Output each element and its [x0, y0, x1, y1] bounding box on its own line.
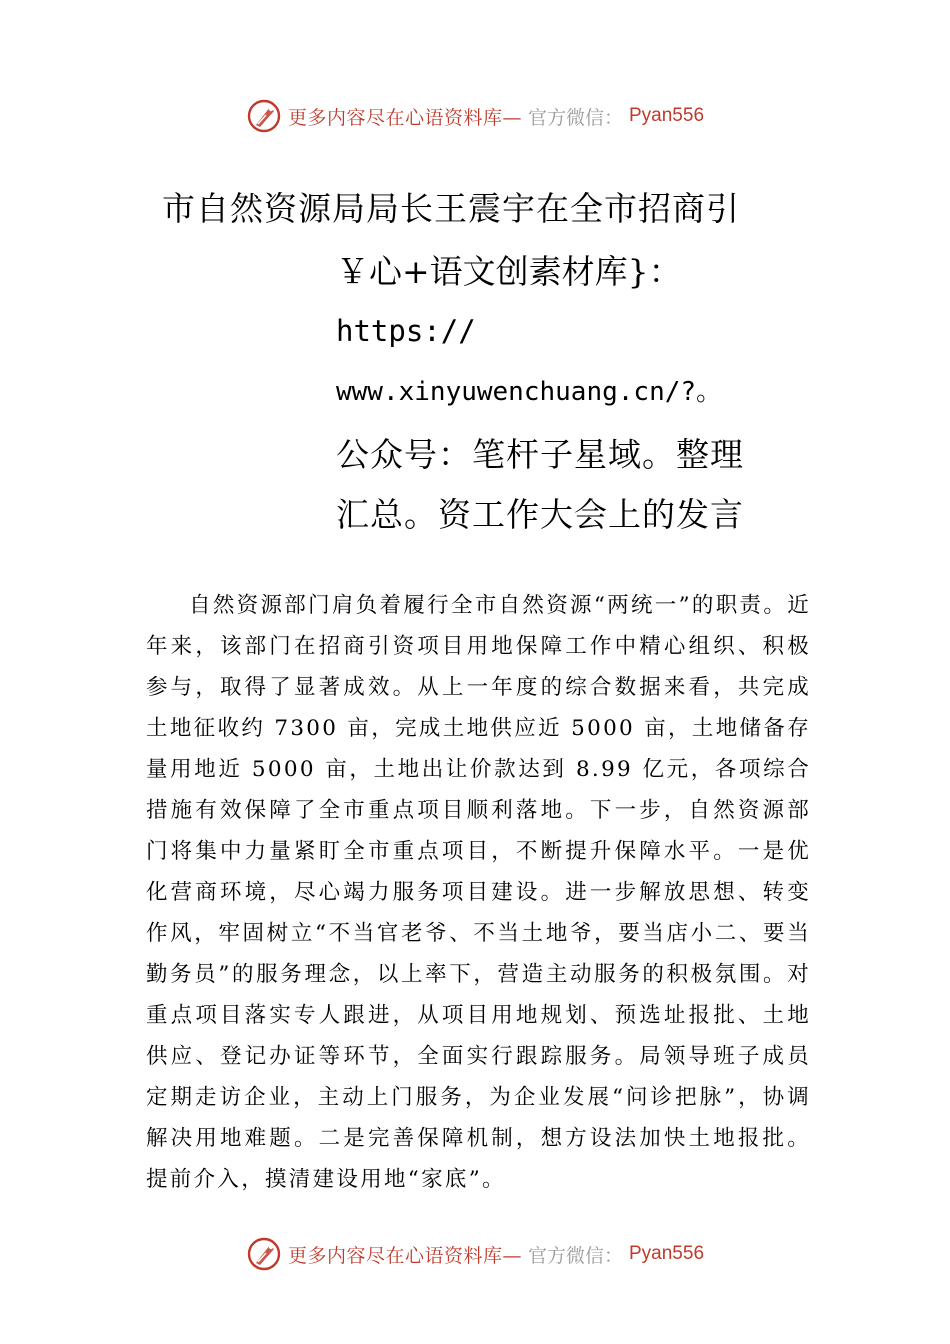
- pen-nib-logo-icon: [246, 1236, 282, 1272]
- header-banner: [0, 96, 950, 136]
- header-promo-text: 更多内容尽在心语资料库—: [287, 106, 522, 129]
- body-text: [146, 585, 811, 1200]
- footer-banner: [0, 1234, 950, 1274]
- footer-wechat-label: 官方微信：: [527, 1244, 623, 1267]
- footer-wechat-id: Pyan556: [629, 1243, 705, 1264]
- pen-nib-logo-icon: [246, 98, 282, 134]
- title-line-1: 市自然资源局局长王震宇在全市招商引: [162, 189, 740, 228]
- header-wechat-label: 官方微信：: [527, 106, 623, 129]
- title-line-2: ￥心+语文创素材库}：: [336, 252, 682, 291]
- body-paragraph: 自然资源部门肩负着履行全市自然资源“两统一”的职责。近年来，该部门在招商引资项目用地保障工作中精心组织、积极参与，取得了显著成效。从上一年度的综合数据来看，共完成土地征收约 7300 亩，完成土地供应近 5000 亩，土地储备存量用地近 5000 亩，土地出让价款达到 8.99 亿元，各项综合措施有效保障了全市重点项目顺利落地。下一步，自然资源部门将集中力量紧盯全市重点项目，不断提升保障水平。一是优化营商环境，尽心竭力服务项目建设。进一步解放思想、转变作风，牢固树立“不当官老爷、不当土地爷，要当店小二、要当勤务员”的服务理念，以上率下，营造主动服务的积极氛围。对重点项目落实专人跟进，从项目用地规划、预选址报批、土地供应、登记办证等环节，全面实行跟踪服务。局领导班子成员定期走访企业，主动上门服务，为企业发展“问诊把脉”，协调解决用地难题。二是完善保障机制，想方设法加快土地报批。提前介入，摸清建设用地“家底”。: [146, 593, 811, 1192]
- title-line-6: 汇总。资工作大会上的发言: [336, 495, 744, 534]
- title-line-3: https://: [336, 314, 476, 348]
- header-wechat-id: Pyan556: [629, 105, 705, 126]
- footer-promo-text: 更多内容尽在心语资料库—: [287, 1244, 522, 1267]
- title-line-4: www.xinyuwenchuang.cn/?。: [336, 377, 723, 407]
- title-line-5: 公众号：笔杆子星域。整理: [336, 435, 744, 474]
